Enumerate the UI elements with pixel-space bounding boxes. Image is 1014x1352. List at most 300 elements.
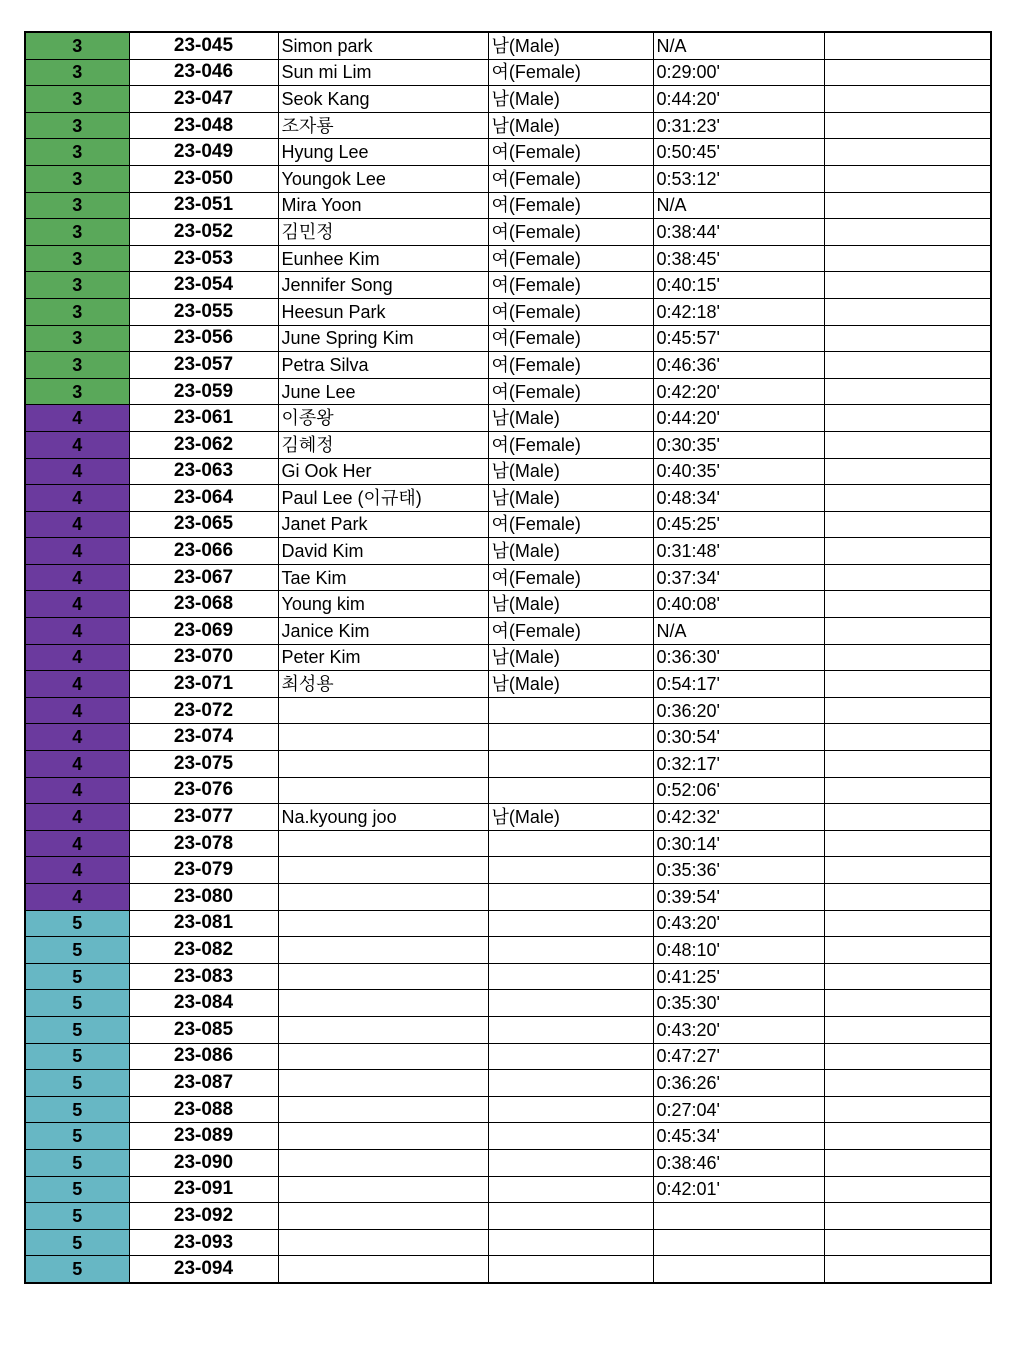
finish-time-cell: 0:38:44' [653,219,824,246]
group-cell: 5 [25,1070,129,1097]
table-row [25,591,991,618]
blank-cell [824,112,991,139]
table-row [25,830,991,857]
bib-number-cell: 23-083 [129,963,278,990]
bib-number-cell: 23-072 [129,697,278,724]
finish-time-cell: 0:27:04' [653,1096,824,1123]
bib-number-cell: 23-080 [129,884,278,911]
finish-time-cell: 0:44:20' [653,86,824,113]
group-cell: 5 [25,1256,129,1283]
gender-cell [488,990,653,1017]
blank-cell [824,724,991,751]
bib-number-cell: 23-053 [129,245,278,272]
runner-name-cell [278,857,488,884]
bib-number-cell: 23-067 [129,564,278,591]
table-row [25,32,991,59]
runner-name-cell [278,1070,488,1097]
table-row [25,405,991,432]
group-cell: 3 [25,59,129,86]
table-row [25,431,991,458]
runner-name-cell [278,1043,488,1070]
group-cell: 4 [25,671,129,698]
runner-name-cell: Simon park [278,32,488,59]
blank-cell [824,777,991,804]
finish-time-cell: 0:38:45' [653,245,824,272]
group-cell: 3 [25,352,129,379]
gender-cell [488,937,653,964]
runner-name-cell: Janice Kim [278,618,488,645]
group-cell: 3 [25,245,129,272]
table-row [25,1096,991,1123]
bib-number-cell: 23-091 [129,1176,278,1203]
group-cell: 3 [25,139,129,166]
table-row [25,1203,991,1230]
group-cell: 5 [25,937,129,964]
blank-cell [824,1203,991,1230]
bib-number-cell: 23-076 [129,777,278,804]
table-row [25,564,991,591]
bib-number-cell: 23-082 [129,937,278,964]
blank-cell [824,591,991,618]
table-row [25,165,991,192]
table-row [25,1176,991,1203]
blank-cell [824,910,991,937]
group-cell: 3 [25,112,129,139]
blank-cell [824,963,991,990]
results-body [25,32,991,1283]
group-cell: 4 [25,857,129,884]
group-cell: 4 [25,777,129,804]
runner-name-cell [278,777,488,804]
gender-cell: 남(Male) [488,804,653,831]
finish-time-cell [653,1203,824,1230]
bib-number-cell: 23-078 [129,830,278,857]
table-row [25,937,991,964]
gender-cell [488,1256,653,1283]
gender-cell [488,1123,653,1150]
bib-number-cell: 23-075 [129,751,278,778]
group-cell: 4 [25,564,129,591]
gender-cell [488,1229,653,1256]
group-cell: 4 [25,405,129,432]
blank-cell [824,219,991,246]
group-cell: 3 [25,165,129,192]
blank-cell [824,431,991,458]
table-row [25,671,991,698]
blank-cell [824,990,991,1017]
runner-name-cell [278,884,488,911]
finish-time-cell: 0:35:36' [653,857,824,884]
finish-time-cell: 0:48:34' [653,485,824,512]
runner-name-cell: Youngok Lee [278,165,488,192]
gender-cell [488,697,653,724]
blank-cell [824,59,991,86]
finish-time-cell: 0:31:23' [653,112,824,139]
gender-cell: 여(Female) [488,298,653,325]
group-cell: 5 [25,910,129,937]
blank-cell [824,378,991,405]
group-cell: 4 [25,618,129,645]
table-row [25,990,991,1017]
finish-time-cell: 0:48:10' [653,937,824,964]
group-cell: 4 [25,697,129,724]
runner-name-cell: Sun mi Lim [278,59,488,86]
group-cell: 3 [25,86,129,113]
finish-time-cell: 0:30:35' [653,431,824,458]
runner-name-cell: Peter Kim [278,644,488,671]
bib-number-cell: 23-050 [129,165,278,192]
bib-number-cell: 23-081 [129,910,278,937]
runner-name-cell [278,1176,488,1203]
runner-name-cell: 김민정 [278,219,488,246]
table-row [25,724,991,751]
blank-cell [824,32,991,59]
group-cell: 4 [25,538,129,565]
bib-number-cell: 23-065 [129,511,278,538]
bib-number-cell: 23-057 [129,352,278,379]
gender-cell [488,1070,653,1097]
runner-name-cell: Eunhee Kim [278,245,488,272]
group-cell: 5 [25,963,129,990]
table-row [25,1256,991,1283]
table-row [25,325,991,352]
group-cell: 4 [25,644,129,671]
bib-number-cell: 23-077 [129,804,278,831]
runner-name-cell: 조자룡 [278,112,488,139]
table-row [25,219,991,246]
runner-name-cell: 최성용 [278,671,488,698]
group-cell: 3 [25,192,129,219]
table-row [25,86,991,113]
blank-cell [824,1176,991,1203]
bib-number-cell: 23-047 [129,86,278,113]
table-row [25,777,991,804]
group-cell: 3 [25,219,129,246]
bib-number-cell: 23-069 [129,618,278,645]
bib-number-cell: 23-061 [129,405,278,432]
bib-number-cell: 23-064 [129,485,278,512]
gender-cell [488,830,653,857]
runner-name-cell [278,1016,488,1043]
group-cell: 5 [25,1203,129,1230]
blank-cell [824,458,991,485]
runner-name-cell: Young kim [278,591,488,618]
table-row [25,538,991,565]
table-row [25,1016,991,1043]
blank-cell [824,86,991,113]
runner-name-cell [278,1096,488,1123]
runner-name-cell: Heesun Park [278,298,488,325]
bib-number-cell: 23-063 [129,458,278,485]
finish-time-cell: 0:45:25' [653,511,824,538]
gender-cell [488,963,653,990]
group-cell: 3 [25,298,129,325]
gender-cell: 여(Female) [488,165,653,192]
blank-cell [824,884,991,911]
bib-number-cell: 23-085 [129,1016,278,1043]
results-table [24,31,992,1284]
gender-cell: 여(Female) [488,219,653,246]
table-row [25,1149,991,1176]
gender-cell: 여(Female) [488,139,653,166]
gender-cell: 남(Male) [488,485,653,512]
runner-name-cell: Na.kyoung joo [278,804,488,831]
bib-number-cell: 23-046 [129,59,278,86]
runner-name-cell: Hyung Lee [278,139,488,166]
runner-name-cell: June Spring Kim [278,325,488,352]
table-row [25,511,991,538]
blank-cell [824,485,991,512]
runner-name-cell [278,697,488,724]
finish-time-cell: 0:50:45' [653,139,824,166]
blank-cell [824,325,991,352]
bib-number-cell: 23-084 [129,990,278,1017]
group-cell: 3 [25,325,129,352]
group-cell: 3 [25,378,129,405]
bib-number-cell: 23-094 [129,1256,278,1283]
runner-name-cell: Tae Kim [278,564,488,591]
bib-number-cell: 23-071 [129,671,278,698]
finish-time-cell: 0:53:12' [653,165,824,192]
group-cell: 3 [25,32,129,59]
blank-cell [824,245,991,272]
gender-cell: 여(Female) [488,245,653,272]
group-cell: 5 [25,1123,129,1150]
gender-cell [488,1176,653,1203]
table-row [25,618,991,645]
gender-cell: 여(Female) [488,272,653,299]
runner-name-cell [278,830,488,857]
table-row [25,112,991,139]
blank-cell [824,1256,991,1283]
group-cell: 5 [25,1043,129,1070]
finish-time-cell: N/A [653,32,824,59]
group-cell: 5 [25,1016,129,1043]
gender-cell: 여(Female) [488,378,653,405]
runner-name-cell [278,1229,488,1256]
finish-time-cell: 0:37:34' [653,564,824,591]
gender-cell [488,751,653,778]
group-cell: 4 [25,591,129,618]
blank-cell [824,1070,991,1097]
table-row [25,485,991,512]
group-cell: 5 [25,990,129,1017]
runner-name-cell [278,1203,488,1230]
finish-time-cell: 0:31:48' [653,538,824,565]
table-row [25,245,991,272]
runner-name-cell [278,910,488,937]
gender-cell: 남(Male) [488,405,653,432]
group-cell: 4 [25,884,129,911]
finish-time-cell: 0:42:01' [653,1176,824,1203]
bib-number-cell: 23-062 [129,431,278,458]
blank-cell [824,405,991,432]
finish-time-cell: 0:42:18' [653,298,824,325]
finish-time-cell: 0:36:30' [653,644,824,671]
finish-time-cell: 0:43:20' [653,910,824,937]
group-cell: 3 [25,272,129,299]
gender-cell [488,1016,653,1043]
runner-name-cell: Jennifer Song [278,272,488,299]
runner-name-cell: Mira Yoon [278,192,488,219]
bib-number-cell: 23-089 [129,1123,278,1150]
blank-cell [824,165,991,192]
blank-cell [824,298,991,325]
table-row [25,272,991,299]
group-cell: 4 [25,724,129,751]
gender-cell: 남(Male) [488,644,653,671]
group-cell: 4 [25,458,129,485]
finish-time-cell: 0:36:26' [653,1070,824,1097]
bib-number-cell: 23-056 [129,325,278,352]
table-row [25,352,991,379]
gender-cell: 여(Female) [488,618,653,645]
blank-cell [824,1123,991,1150]
blank-cell [824,937,991,964]
finish-time-cell: 0:45:57' [653,325,824,352]
gender-cell: 남(Male) [488,86,653,113]
finish-time-cell: 0:39:54' [653,884,824,911]
finish-time-cell: 0:42:32' [653,804,824,831]
blank-cell [824,644,991,671]
table-row [25,59,991,86]
finish-time-cell: 0:30:54' [653,724,824,751]
finish-time-cell: 0:44:20' [653,405,824,432]
finish-time-cell: 0:30:14' [653,830,824,857]
finish-time-cell: 0:32:17' [653,751,824,778]
table-row [25,697,991,724]
blank-cell [824,538,991,565]
gender-cell: 여(Female) [488,511,653,538]
group-cell: 5 [25,1176,129,1203]
gender-cell [488,910,653,937]
finish-time-cell: 0:45:34' [653,1123,824,1150]
bib-number-cell: 23-070 [129,644,278,671]
runner-name-cell: Petra Silva [278,352,488,379]
runner-name-cell [278,937,488,964]
gender-cell: 남(Male) [488,32,653,59]
gender-cell: 여(Female) [488,352,653,379]
gender-cell [488,724,653,751]
runner-name-cell: 이종왕 [278,405,488,432]
blank-cell [824,564,991,591]
table-row [25,884,991,911]
blank-cell [824,857,991,884]
bib-number-cell: 23-074 [129,724,278,751]
gender-cell: 남(Male) [488,591,653,618]
table-row [25,298,991,325]
group-cell: 5 [25,1096,129,1123]
runner-name-cell [278,1123,488,1150]
group-cell: 4 [25,431,129,458]
gender-cell: 남(Male) [488,671,653,698]
blank-cell [824,671,991,698]
finish-time-cell [653,1229,824,1256]
finish-time-cell: 0:35:30' [653,990,824,1017]
finish-time-cell: 0:40:35' [653,458,824,485]
finish-time-cell: N/A [653,192,824,219]
runner-name-cell [278,751,488,778]
bib-number-cell: 23-068 [129,591,278,618]
table-row [25,804,991,831]
runner-name-cell [278,963,488,990]
bib-number-cell: 23-090 [129,1149,278,1176]
gender-cell [488,884,653,911]
finish-time-cell: 0:42:20' [653,378,824,405]
runner-name-cell: Gi Ook Her [278,458,488,485]
runner-name-cell: Seok Kang [278,86,488,113]
finish-time-cell: 0:47:27' [653,1043,824,1070]
group-cell: 5 [25,1229,129,1256]
table-row [25,1229,991,1256]
gender-cell [488,1203,653,1230]
gender-cell [488,857,653,884]
bib-number-cell: 23-092 [129,1203,278,1230]
bib-number-cell: 23-088 [129,1096,278,1123]
bib-number-cell: 23-054 [129,272,278,299]
gender-cell: 여(Female) [488,431,653,458]
blank-cell [824,511,991,538]
bib-number-cell: 23-079 [129,857,278,884]
blank-cell [824,751,991,778]
blank-cell [824,1229,991,1256]
finish-time-cell: 0:54:17' [653,671,824,698]
finish-time-cell: 0:29:00' [653,59,824,86]
table-row [25,910,991,937]
table-row [25,1123,991,1150]
runner-name-cell: June Lee [278,378,488,405]
gender-cell: 여(Female) [488,59,653,86]
group-cell: 4 [25,830,129,857]
gender-cell: 여(Female) [488,564,653,591]
gender-cell [488,1149,653,1176]
bib-number-cell: 23-051 [129,192,278,219]
blank-cell [824,272,991,299]
blank-cell [824,352,991,379]
runner-name-cell: Paul Lee (이규태) [278,485,488,512]
runner-name-cell [278,990,488,1017]
gender-cell [488,1096,653,1123]
blank-cell [824,697,991,724]
bib-number-cell: 23-059 [129,378,278,405]
runner-name-cell: Janet Park [278,511,488,538]
table-row [25,751,991,778]
blank-cell [824,1016,991,1043]
gender-cell: 남(Male) [488,112,653,139]
gender-cell: 남(Male) [488,458,653,485]
bib-number-cell: 23-066 [129,538,278,565]
table-row [25,857,991,884]
finish-time-cell: 0:52:06' [653,777,824,804]
finish-time-cell: 0:46:36' [653,352,824,379]
runner-name-cell: 김혜정 [278,431,488,458]
bib-number-cell: 23-049 [129,139,278,166]
blank-cell [824,1149,991,1176]
group-cell: 4 [25,804,129,831]
finish-time-cell: 0:43:20' [653,1016,824,1043]
bib-number-cell: 23-048 [129,112,278,139]
table-row [25,1043,991,1070]
group-cell: 4 [25,511,129,538]
finish-time-cell: N/A [653,618,824,645]
table-row [25,963,991,990]
blank-cell [824,804,991,831]
gender-cell: 여(Female) [488,192,653,219]
gender-cell: 남(Male) [488,538,653,565]
table-row [25,139,991,166]
finish-time-cell: 0:38:46' [653,1149,824,1176]
bib-number-cell: 23-086 [129,1043,278,1070]
